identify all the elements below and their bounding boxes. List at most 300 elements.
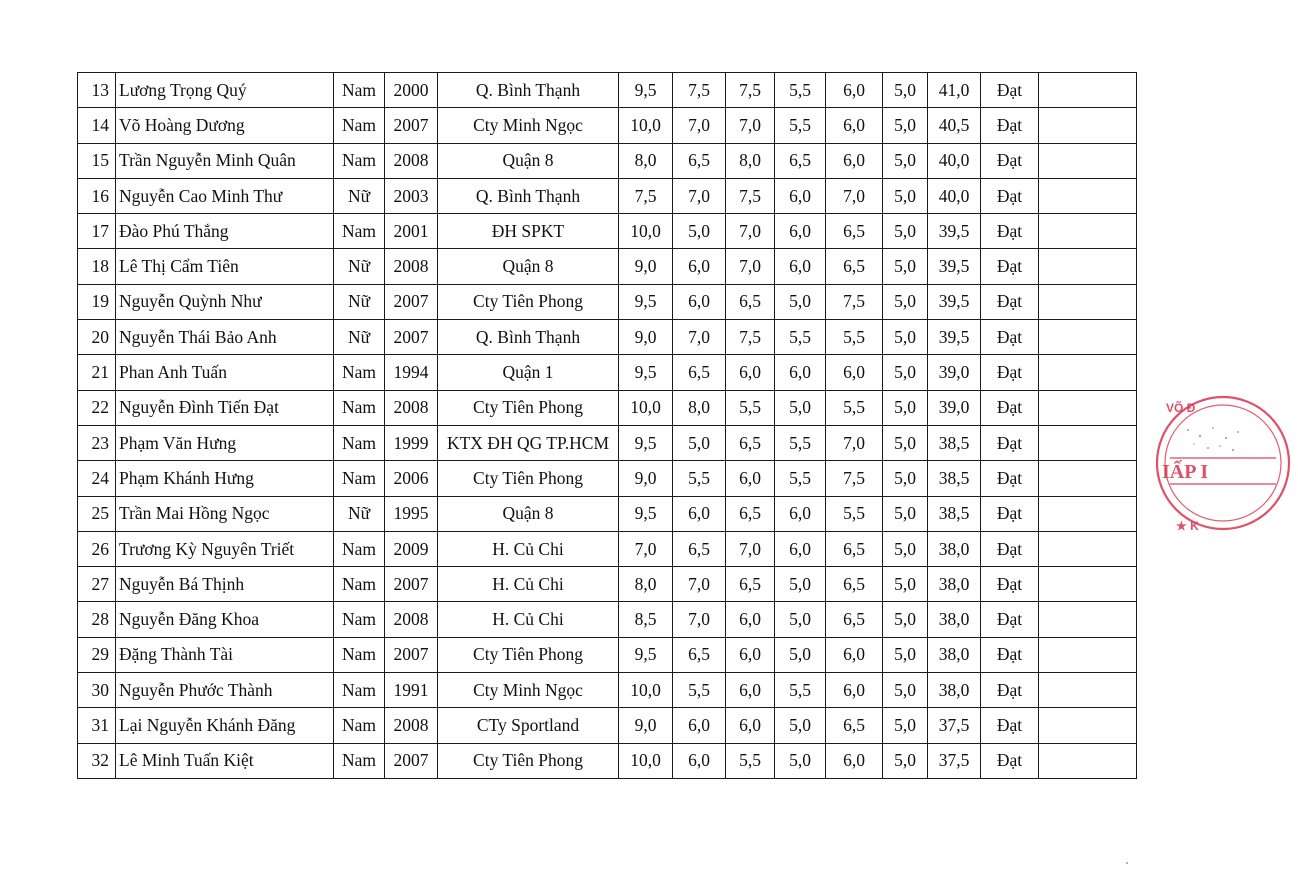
red-seal-stamp bbox=[1148, 388, 1298, 538]
cell-birth-year: 1994 bbox=[385, 355, 438, 390]
cell-stt: 20 bbox=[78, 320, 116, 355]
cell-total: 38,0 bbox=[928, 602, 981, 637]
cell-note bbox=[1039, 320, 1137, 355]
cell-name: Lê Thị Cẩm Tiên bbox=[116, 249, 334, 284]
cell-score-6: 5,0 bbox=[883, 673, 928, 708]
cell-total: 37,5 bbox=[928, 743, 981, 778]
cell-total: 39,0 bbox=[928, 355, 981, 390]
table-body bbox=[78, 73, 1137, 779]
cell-score-4: 5,5 bbox=[775, 673, 826, 708]
cell-score-4: 5,0 bbox=[775, 743, 826, 778]
cell-stt: 18 bbox=[78, 249, 116, 284]
cell-birth-year: 2008 bbox=[385, 249, 438, 284]
cell-name: Trương Kỳ Nguyên Triết bbox=[116, 531, 334, 566]
cell-score-6: 5,0 bbox=[883, 531, 928, 566]
cell-gender: Nam bbox=[334, 425, 385, 460]
cell-score-2: 7,5 bbox=[673, 73, 726, 108]
cell-score-3: 6,0 bbox=[726, 708, 775, 743]
cell-score-6: 5,0 bbox=[883, 355, 928, 390]
cell-result: Đạt bbox=[981, 214, 1039, 249]
table-row bbox=[78, 320, 1137, 355]
cell-score-1: 9,5 bbox=[619, 496, 673, 531]
cell-stt: 23 bbox=[78, 425, 116, 460]
cell-total: 39,5 bbox=[928, 214, 981, 249]
cell-score-6: 5,0 bbox=[883, 178, 928, 213]
cell-unit: Q. Bình Thạnh bbox=[438, 320, 619, 355]
cell-note bbox=[1039, 390, 1137, 425]
cell-stt: 27 bbox=[78, 567, 116, 602]
cell-score-5: 6,0 bbox=[826, 637, 883, 672]
cell-score-2: 7,0 bbox=[673, 567, 726, 602]
cell-birth-year: 2006 bbox=[385, 461, 438, 496]
cell-score-2: 7,0 bbox=[673, 602, 726, 637]
cell-result: Đạt bbox=[981, 355, 1039, 390]
cell-score-4: 5,5 bbox=[775, 461, 826, 496]
cell-score-2: 6,0 bbox=[673, 708, 726, 743]
cell-gender: Nữ bbox=[334, 320, 385, 355]
cell-name: Nguyễn Cao Minh Thư bbox=[116, 178, 334, 213]
cell-total: 38,0 bbox=[928, 567, 981, 602]
cell-score-2: 7,0 bbox=[673, 108, 726, 143]
cell-total: 38,0 bbox=[928, 531, 981, 566]
cell-gender: Nam bbox=[334, 73, 385, 108]
cell-total: 38,5 bbox=[928, 496, 981, 531]
cell-note bbox=[1039, 284, 1137, 319]
cell-birth-year: 2001 bbox=[385, 214, 438, 249]
cell-stt: 31 bbox=[78, 708, 116, 743]
cell-name: Nguyễn Phước Thành bbox=[116, 673, 334, 708]
cell-score-4: 5,5 bbox=[775, 108, 826, 143]
cell-gender: Nữ bbox=[334, 249, 385, 284]
cell-result: Đạt bbox=[981, 108, 1039, 143]
cell-score-3: 5,5 bbox=[726, 390, 775, 425]
cell-gender: Nam bbox=[334, 143, 385, 178]
cell-total: 38,0 bbox=[928, 637, 981, 672]
cell-note bbox=[1039, 461, 1137, 496]
cell-score-2: 6,0 bbox=[673, 743, 726, 778]
cell-unit: Cty Minh Ngọc bbox=[438, 108, 619, 143]
cell-gender: Nữ bbox=[334, 284, 385, 319]
table-row bbox=[78, 249, 1137, 284]
cell-score-6: 5,0 bbox=[883, 249, 928, 284]
cell-score-5: 7,5 bbox=[826, 284, 883, 319]
cell-name: Đào Phú Thắng bbox=[116, 214, 334, 249]
cell-stt: 15 bbox=[78, 143, 116, 178]
cell-score-2: 5,0 bbox=[673, 425, 726, 460]
cell-score-5: 6,5 bbox=[826, 567, 883, 602]
cell-note bbox=[1039, 355, 1137, 390]
cell-score-5: 7,0 bbox=[826, 178, 883, 213]
cell-score-1: 10,0 bbox=[619, 743, 673, 778]
results-table bbox=[77, 72, 1137, 779]
cell-unit: H. Củ Chi bbox=[438, 531, 619, 566]
cell-score-3: 6,5 bbox=[726, 567, 775, 602]
cell-stt: 26 bbox=[78, 531, 116, 566]
cell-unit: H. Củ Chi bbox=[438, 602, 619, 637]
cell-birth-year: 2007 bbox=[385, 637, 438, 672]
table-row bbox=[78, 108, 1137, 143]
cell-note bbox=[1039, 108, 1137, 143]
cell-unit: ĐH SPKT bbox=[438, 214, 619, 249]
cell-result: Đạt bbox=[981, 708, 1039, 743]
cell-note bbox=[1039, 143, 1137, 178]
cell-score-3: 7,0 bbox=[726, 214, 775, 249]
cell-score-5: 6,0 bbox=[826, 743, 883, 778]
cell-name: Nguyễn Đình Tiến Đạt bbox=[116, 390, 334, 425]
cell-score-6: 5,0 bbox=[883, 425, 928, 460]
table-row bbox=[78, 743, 1137, 778]
seal-top-text: VÕ Đ bbox=[1166, 401, 1196, 415]
cell-score-2: 6,5 bbox=[673, 637, 726, 672]
cell-stt: 29 bbox=[78, 637, 116, 672]
cell-total: 38,5 bbox=[928, 425, 981, 460]
cell-name: Đặng Thành Tài bbox=[116, 637, 334, 672]
cell-score-5: 6,5 bbox=[826, 249, 883, 284]
cell-score-4: 5,5 bbox=[775, 425, 826, 460]
cell-score-5: 6,5 bbox=[826, 531, 883, 566]
table-row bbox=[78, 425, 1137, 460]
cell-score-6: 5,0 bbox=[883, 284, 928, 319]
cell-unit: Cty Tiên Phong bbox=[438, 390, 619, 425]
cell-score-3: 8,0 bbox=[726, 143, 775, 178]
cell-name: Phạm Khánh Hưng bbox=[116, 461, 334, 496]
cell-score-4: 5,0 bbox=[775, 602, 826, 637]
cell-name: Lại Nguyễn Khánh Đăng bbox=[116, 708, 334, 743]
cell-score-4: 5,0 bbox=[775, 637, 826, 672]
cell-birth-year: 2007 bbox=[385, 108, 438, 143]
cell-score-5: 6,0 bbox=[826, 143, 883, 178]
cell-name: Trần Nguyễn Minh Quân bbox=[116, 143, 334, 178]
cell-score-5: 6,5 bbox=[826, 708, 883, 743]
cell-note bbox=[1039, 708, 1137, 743]
cell-score-2: 6,5 bbox=[673, 355, 726, 390]
cell-unit: Quận 8 bbox=[438, 143, 619, 178]
cell-score-6: 5,0 bbox=[883, 637, 928, 672]
table-row bbox=[78, 673, 1137, 708]
table-row bbox=[78, 496, 1137, 531]
cell-total: 39,5 bbox=[928, 284, 981, 319]
cell-score-6: 5,0 bbox=[883, 73, 928, 108]
cell-note bbox=[1039, 425, 1137, 460]
cell-result: Đạt bbox=[981, 637, 1039, 672]
cell-name: Nguyễn Thái Bảo Anh bbox=[116, 320, 334, 355]
cell-score-1: 9,0 bbox=[619, 461, 673, 496]
cell-name: Phạm Văn Hưng bbox=[116, 425, 334, 460]
cell-score-5: 5,5 bbox=[826, 496, 883, 531]
cell-score-4: 6,5 bbox=[775, 143, 826, 178]
cell-score-6: 5,0 bbox=[883, 708, 928, 743]
cell-result: Đạt bbox=[981, 390, 1039, 425]
cell-birth-year: 2007 bbox=[385, 284, 438, 319]
cell-score-2: 6,5 bbox=[673, 143, 726, 178]
cell-unit: Quận 1 bbox=[438, 355, 619, 390]
cell-score-1: 10,0 bbox=[619, 108, 673, 143]
cell-score-1: 9,5 bbox=[619, 637, 673, 672]
cell-score-4: 5,5 bbox=[775, 320, 826, 355]
cell-gender: Nam bbox=[334, 567, 385, 602]
cell-note bbox=[1039, 567, 1137, 602]
cell-score-6: 5,0 bbox=[883, 320, 928, 355]
cell-score-4: 5,5 bbox=[775, 73, 826, 108]
cell-score-2: 6,0 bbox=[673, 496, 726, 531]
cell-score-3: 7,0 bbox=[726, 531, 775, 566]
cell-score-4: 5,0 bbox=[775, 708, 826, 743]
cell-score-3: 7,5 bbox=[726, 73, 775, 108]
cell-name: Phan Anh Tuấn bbox=[116, 355, 334, 390]
cell-unit: Cty Tiên Phong bbox=[438, 743, 619, 778]
cell-score-1: 9,0 bbox=[619, 708, 673, 743]
cell-score-6: 5,0 bbox=[883, 390, 928, 425]
cell-birth-year: 1999 bbox=[385, 425, 438, 460]
cell-score-2: 5,5 bbox=[673, 461, 726, 496]
cell-gender: Nam bbox=[334, 355, 385, 390]
cell-score-1: 9,5 bbox=[619, 284, 673, 319]
cell-unit: Q. Bình Thạnh bbox=[438, 178, 619, 213]
cell-gender: Nam bbox=[334, 743, 385, 778]
table-row bbox=[78, 708, 1137, 743]
cell-gender: Nam bbox=[334, 708, 385, 743]
cell-score-4: 5,0 bbox=[775, 284, 826, 319]
table-row bbox=[78, 214, 1137, 249]
cell-score-5: 5,5 bbox=[826, 390, 883, 425]
table-row bbox=[78, 602, 1137, 637]
cell-note bbox=[1039, 531, 1137, 566]
cell-score-5: 6,0 bbox=[826, 673, 883, 708]
cell-score-1: 10,0 bbox=[619, 390, 673, 425]
cell-result: Đạt bbox=[981, 143, 1039, 178]
cell-score-5: 6,0 bbox=[826, 355, 883, 390]
cell-result: Đạt bbox=[981, 178, 1039, 213]
cell-name: Trần Mai Hồng Ngọc bbox=[116, 496, 334, 531]
cell-name: Nguyễn Đăng Khoa bbox=[116, 602, 334, 637]
cell-unit: Cty Tiên Phong bbox=[438, 461, 619, 496]
table-row bbox=[78, 355, 1137, 390]
cell-unit: Cty Minh Ngọc bbox=[438, 673, 619, 708]
cell-score-1: 7,5 bbox=[619, 178, 673, 213]
cell-stt: 22 bbox=[78, 390, 116, 425]
cell-birth-year: 2008 bbox=[385, 708, 438, 743]
cell-score-2: 5,5 bbox=[673, 673, 726, 708]
cell-score-4: 6,0 bbox=[775, 214, 826, 249]
cell-unit: Quận 8 bbox=[438, 249, 619, 284]
cell-score-3: 6,0 bbox=[726, 673, 775, 708]
cell-unit: Cty Tiên Phong bbox=[438, 637, 619, 672]
cell-score-2: 7,0 bbox=[673, 178, 726, 213]
cell-score-3: 6,5 bbox=[726, 284, 775, 319]
cell-total: 41,0 bbox=[928, 73, 981, 108]
cell-score-4: 6,0 bbox=[775, 355, 826, 390]
cell-stt: 30 bbox=[78, 673, 116, 708]
cell-score-6: 5,0 bbox=[883, 602, 928, 637]
cell-score-1: 8,0 bbox=[619, 143, 673, 178]
cell-score-6: 5,0 bbox=[883, 143, 928, 178]
cell-note bbox=[1039, 178, 1137, 213]
cell-score-6: 5,0 bbox=[883, 461, 928, 496]
cell-score-1: 9,5 bbox=[619, 73, 673, 108]
cell-score-1: 9,5 bbox=[619, 425, 673, 460]
cell-stt: 25 bbox=[78, 496, 116, 531]
cell-birth-year: 1995 bbox=[385, 496, 438, 531]
cell-name: Nguyễn Quỳnh Như bbox=[116, 284, 334, 319]
cell-stt: 24 bbox=[78, 461, 116, 496]
cell-stt: 16 bbox=[78, 178, 116, 213]
cell-total: 40,0 bbox=[928, 178, 981, 213]
cell-gender: Nam bbox=[334, 673, 385, 708]
cell-score-4: 6,0 bbox=[775, 178, 826, 213]
cell-score-2: 5,0 bbox=[673, 214, 726, 249]
cell-score-3: 7,5 bbox=[726, 178, 775, 213]
cell-score-5: 5,5 bbox=[826, 320, 883, 355]
cell-total: 40,0 bbox=[928, 143, 981, 178]
table-row bbox=[78, 390, 1137, 425]
cell-note bbox=[1039, 249, 1137, 284]
cell-score-4: 6,0 bbox=[775, 249, 826, 284]
cell-note bbox=[1039, 743, 1137, 778]
cell-note bbox=[1039, 496, 1137, 531]
cell-total: 39,5 bbox=[928, 249, 981, 284]
cell-score-3: 7,0 bbox=[726, 108, 775, 143]
cell-gender: Nam bbox=[334, 637, 385, 672]
table-row bbox=[78, 284, 1137, 319]
cell-name: Lương Trọng Quý bbox=[116, 73, 334, 108]
scan-speck bbox=[1126, 862, 1128, 864]
table-row bbox=[78, 637, 1137, 672]
cell-birth-year: 2008 bbox=[385, 390, 438, 425]
cell-birth-year: 2003 bbox=[385, 178, 438, 213]
cell-unit: Quận 8 bbox=[438, 496, 619, 531]
cell-result: Đạt bbox=[981, 743, 1039, 778]
cell-birth-year: 2008 bbox=[385, 143, 438, 178]
cell-total: 37,5 bbox=[928, 708, 981, 743]
cell-score-3: 6,0 bbox=[726, 461, 775, 496]
cell-score-6: 5,0 bbox=[883, 743, 928, 778]
cell-result: Đạt bbox=[981, 496, 1039, 531]
cell-gender: Nam bbox=[334, 108, 385, 143]
cell-note bbox=[1039, 73, 1137, 108]
cell-birth-year: 1991 bbox=[385, 673, 438, 708]
cell-gender: Nam bbox=[334, 390, 385, 425]
cell-score-2: 6,5 bbox=[673, 531, 726, 566]
cell-result: Đạt bbox=[981, 461, 1039, 496]
cell-score-5: 7,5 bbox=[826, 461, 883, 496]
cell-total: 38,5 bbox=[928, 461, 981, 496]
table-row bbox=[78, 73, 1137, 108]
cell-score-1: 10,0 bbox=[619, 673, 673, 708]
cell-stt: 21 bbox=[78, 355, 116, 390]
cell-score-1: 9,0 bbox=[619, 320, 673, 355]
seal-bottom-text: ★ K bbox=[1176, 519, 1199, 533]
cell-unit: CTy Sportland bbox=[438, 708, 619, 743]
table-row bbox=[78, 143, 1137, 178]
cell-stt: 32 bbox=[78, 743, 116, 778]
table-row bbox=[78, 531, 1137, 566]
table-row bbox=[78, 461, 1137, 496]
cell-result: Đạt bbox=[981, 673, 1039, 708]
cell-score-6: 5,0 bbox=[883, 567, 928, 602]
cell-score-3: 6,5 bbox=[726, 425, 775, 460]
cell-score-6: 5,0 bbox=[883, 214, 928, 249]
cell-birth-year: 2009 bbox=[385, 531, 438, 566]
cell-gender: Nam bbox=[334, 461, 385, 496]
cell-score-4: 5,0 bbox=[775, 390, 826, 425]
cell-note bbox=[1039, 214, 1137, 249]
cell-stt: 19 bbox=[78, 284, 116, 319]
cell-gender: Nam bbox=[334, 602, 385, 637]
cell-score-4: 5,0 bbox=[775, 567, 826, 602]
cell-note bbox=[1039, 637, 1137, 672]
cell-score-2: 7,0 bbox=[673, 320, 726, 355]
cell-score-2: 6,0 bbox=[673, 284, 726, 319]
cell-result: Đạt bbox=[981, 73, 1039, 108]
cell-result: Đạt bbox=[981, 602, 1039, 637]
cell-score-3: 6,0 bbox=[726, 355, 775, 390]
cell-unit: KTX ĐH QG TP.HCM bbox=[438, 425, 619, 460]
cell-gender: Nam bbox=[334, 531, 385, 566]
cell-score-3: 6,0 bbox=[726, 637, 775, 672]
cell-name: Võ Hoàng Dương bbox=[116, 108, 334, 143]
cell-note bbox=[1039, 673, 1137, 708]
cell-birth-year: 2007 bbox=[385, 320, 438, 355]
cell-result: Đạt bbox=[981, 249, 1039, 284]
cell-total: 39,0 bbox=[928, 390, 981, 425]
cell-score-5: 6,5 bbox=[826, 214, 883, 249]
cell-total: 40,5 bbox=[928, 108, 981, 143]
cell-score-3: 6,0 bbox=[726, 602, 775, 637]
cell-score-5: 6,5 bbox=[826, 602, 883, 637]
cell-total: 38,0 bbox=[928, 673, 981, 708]
cell-unit: H. Củ Chi bbox=[438, 567, 619, 602]
cell-unit: Q. Bình Thạnh bbox=[438, 73, 619, 108]
cell-note bbox=[1039, 602, 1137, 637]
cell-birth-year: 2008 bbox=[385, 602, 438, 637]
cell-score-1: 9,5 bbox=[619, 355, 673, 390]
cell-score-3: 5,5 bbox=[726, 743, 775, 778]
cell-name: Nguyễn Bá Thịnh bbox=[116, 567, 334, 602]
cell-score-6: 5,0 bbox=[883, 108, 928, 143]
table-row bbox=[78, 567, 1137, 602]
cell-birth-year: 2000 bbox=[385, 73, 438, 108]
cell-stt: 17 bbox=[78, 214, 116, 249]
cell-unit: Cty Tiên Phong bbox=[438, 284, 619, 319]
cell-score-2: 8,0 bbox=[673, 390, 726, 425]
cell-birth-year: 2007 bbox=[385, 567, 438, 602]
cell-score-1: 8,5 bbox=[619, 602, 673, 637]
cell-score-5: 6,0 bbox=[826, 108, 883, 143]
cell-result: Đạt bbox=[981, 567, 1039, 602]
cell-result: Đạt bbox=[981, 284, 1039, 319]
seal-middle-text: IẤP I bbox=[1162, 461, 1209, 483]
cell-score-3: 7,5 bbox=[726, 320, 775, 355]
cell-birth-year: 2007 bbox=[385, 743, 438, 778]
cell-score-5: 6,0 bbox=[826, 73, 883, 108]
cell-score-3: 7,0 bbox=[726, 249, 775, 284]
cell-result: Đạt bbox=[981, 320, 1039, 355]
cell-score-1: 9,0 bbox=[619, 249, 673, 284]
cell-score-4: 6,0 bbox=[775, 531, 826, 566]
cell-gender: Nữ bbox=[334, 178, 385, 213]
cell-stt: 14 bbox=[78, 108, 116, 143]
cell-stt: 28 bbox=[78, 602, 116, 637]
cell-score-5: 7,0 bbox=[826, 425, 883, 460]
cell-score-1: 8,0 bbox=[619, 567, 673, 602]
cell-stt: 13 bbox=[78, 73, 116, 108]
cell-name: Lê Minh Tuấn Kiệt bbox=[116, 743, 334, 778]
cell-score-1: 7,0 bbox=[619, 531, 673, 566]
table-row bbox=[78, 178, 1137, 213]
cell-score-4: 6,0 bbox=[775, 496, 826, 531]
cell-score-3: 6,5 bbox=[726, 496, 775, 531]
cell-total: 39,5 bbox=[928, 320, 981, 355]
